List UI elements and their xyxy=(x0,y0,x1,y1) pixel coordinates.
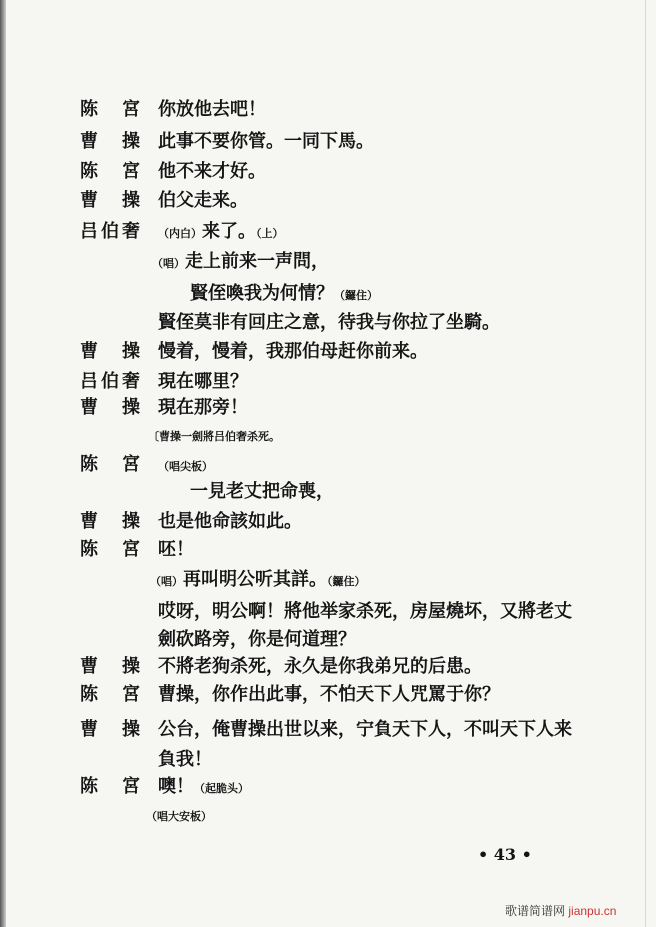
stage-direction: （唱尖板） xyxy=(158,460,213,473)
scan-edge xyxy=(0,0,6,927)
dialogue-line xyxy=(158,397,248,419)
speaker-name: 吕伯奢 xyxy=(80,371,140,392)
scan-edge-right xyxy=(645,0,646,927)
line-text: 負我！ xyxy=(158,749,212,770)
speaker-name: 陈宮 xyxy=(80,99,140,120)
line-text: 来了。 xyxy=(202,221,256,242)
dialogue-line xyxy=(148,424,280,448)
speaker-name: 陈宮 xyxy=(80,539,140,560)
dialogue-line xyxy=(158,629,356,651)
line-text: 現在哪里？ xyxy=(158,371,248,392)
dialogue-line xyxy=(158,684,500,706)
line-text: 他不来才好。 xyxy=(158,161,266,182)
stage-direction: （鑼住） xyxy=(334,289,378,302)
speaker-name: 陈宮 xyxy=(80,454,140,475)
line-text: 噢！ xyxy=(158,776,194,797)
line-text: 一見老丈把命喪， xyxy=(190,481,334,502)
speaker-name: 陈宮 xyxy=(80,684,140,705)
line-text: 你放他去吧！ xyxy=(158,99,266,120)
dialogue-line xyxy=(158,131,374,153)
stage-direction: （唱大安板） xyxy=(146,810,212,823)
speaker-name: 曹操 xyxy=(80,656,140,677)
dialogue-line xyxy=(158,539,194,561)
watermark: 歌谱简谱网 jianpu.cn xyxy=(505,904,617,918)
line-text: 不將老狗杀死，永久是你我弟兄的后患。 xyxy=(158,656,482,677)
dialogue-line xyxy=(158,341,428,363)
dialogue-line xyxy=(158,161,266,183)
dialogue-line xyxy=(158,454,213,478)
dialogue-line xyxy=(158,601,572,623)
dialogue-line xyxy=(190,283,378,307)
speaker-name: 吕伯奢 xyxy=(80,221,140,242)
dialogue-line xyxy=(158,749,212,771)
dialogue-line xyxy=(158,312,500,334)
dialogue-line xyxy=(152,251,329,275)
speaker-name: 曹操 xyxy=(80,397,140,418)
speaker-name: 曹操 xyxy=(80,341,140,362)
line-text: 曹操，你作出此事，不怕天下人咒罵于你？ xyxy=(158,684,500,705)
dialogue-line xyxy=(190,481,334,503)
page-number: • 43 • xyxy=(478,845,532,864)
line-text: 哎呀，明公啊！將他举家杀死，房屋燒坏，又將老丈 xyxy=(158,601,572,622)
dialogue-line xyxy=(158,221,284,245)
line-text: 賢侄莫非有回庄之意，待我与你拉了坐騎。 xyxy=(158,312,500,333)
speaker-name: 陈宮 xyxy=(80,161,140,182)
stage-direction: 〔曹操一劍將吕伯奢杀死。 xyxy=(148,430,280,443)
dialogue-line xyxy=(158,99,266,121)
speaker-name: 曹操 xyxy=(80,511,140,532)
line-text: 此事不要你管。一同下馬。 xyxy=(158,131,374,152)
speaker-name: 曹操 xyxy=(80,190,140,211)
dialogue-line xyxy=(158,776,249,800)
dialogue-line xyxy=(146,804,212,828)
stage-direction: （上） xyxy=(256,227,284,240)
line-text: 再叫明公听其詳。 xyxy=(183,569,327,590)
speaker-name: 曹操 xyxy=(80,131,140,152)
speaker-name: 陈宮 xyxy=(80,776,140,797)
speaker-name: 曹操 xyxy=(80,719,140,740)
line-text: 走上前来一声問， xyxy=(185,251,329,272)
dialogue-line xyxy=(158,656,482,678)
stage-direction: （鑼住） xyxy=(327,575,366,588)
dialogue-line xyxy=(158,190,248,212)
dialogue-line xyxy=(150,569,366,593)
line-text: 慢着，慢着，我那伯母赶你前来。 xyxy=(158,341,428,362)
stage-direction: （起脆头） xyxy=(194,782,249,795)
stage-direction: （唱） xyxy=(152,257,185,270)
line-text: 呸！ xyxy=(158,539,194,560)
dialogue-line xyxy=(158,371,248,393)
stage-direction: （唱） xyxy=(150,575,183,588)
stage-direction: （内白） xyxy=(158,227,202,240)
line-text: 也是他命該如此。 xyxy=(158,511,302,532)
line-text: 劍砍路旁，你是何道理？ xyxy=(158,629,356,650)
line-text: 賢侄喚我为何情？ xyxy=(190,283,334,304)
dialogue-line xyxy=(158,719,572,741)
line-text: 現在那旁！ xyxy=(158,397,248,418)
dialogue-line xyxy=(158,511,302,533)
line-text: 公台，俺曹操出世以来，宁負天下人，不叫天下人来 xyxy=(158,719,572,740)
line-text: 伯父走来。 xyxy=(158,190,248,211)
